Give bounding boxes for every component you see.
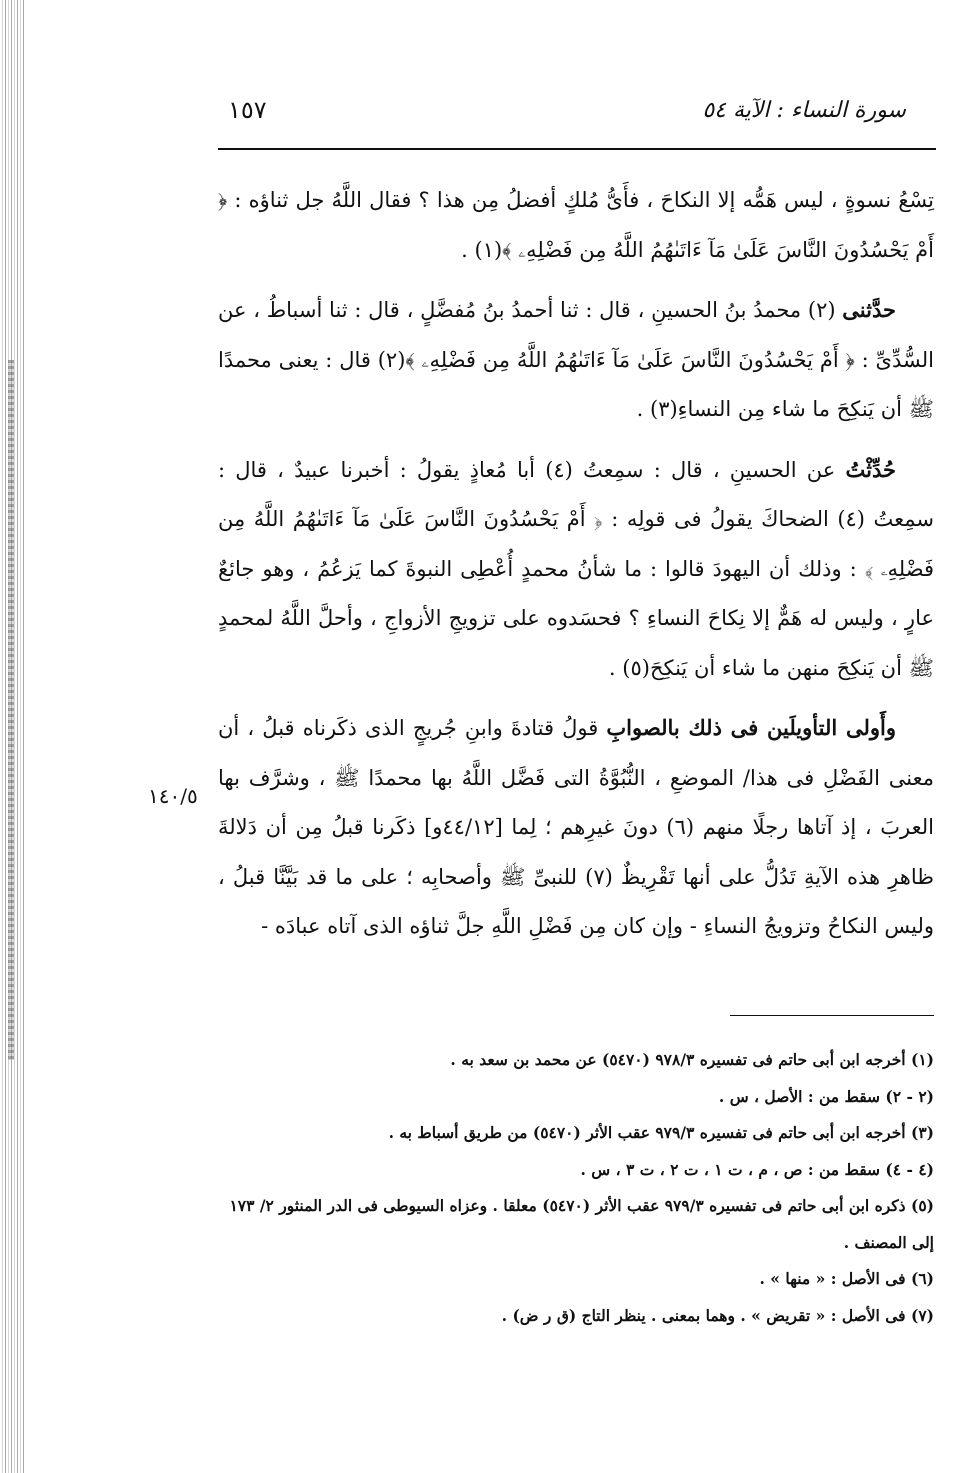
footnote-3: (٣) أخرجه ابن أبى حاتم فى تفسيره ٩٧٩/٣ عقب الأثر (٥٤٧٠) من طريق أسباط به . — [388, 1123, 934, 1142]
running-header — [212, 92, 934, 134]
footnote-4: (٤ - ٤) سقط من : ص ، م ، ت ١ ، ت ٢ ، ت ٣ ، س . — [580, 1159, 934, 1179]
paragraph-4-lead: وأَولى التأويلَين فى ذلك بالصوابِ — [606, 715, 897, 740]
footnote-2: (٢ - ٢) سقط من : الأصل ، س . — [718, 1086, 934, 1106]
paragraph-2-lead: حدَّثنى — [842, 297, 896, 322]
footnote-5: (٥) ذكره ابن أبى حاتم فى تفسيره ٩٧٩/٣ عقب الأثر (٥٤٧٠) معلقا . وعزاه السيوطى فى الدر المنثور ٢/ ١٧٣ إلى المصنف . — [229, 1196, 934, 1252]
paragraph-3-text: عن الحسينِ ، قال : سمِعتُ (٤) أبا مُعاذٍ يقولُ : أخبرنا عبيدٌ ، قال : سمِعتُ (٤) الضحاكَ يقولُ فى قولِه : ﴿ أَمْ يَحْسُدُونَ النَّاسَ عَلَىٰ مَآ ءَاتَىٰهُمُ اللَّهُ مِن فَضْلِهِۦ ﴾ : وذلك أن اليهودَ قالوا : ما شأنُ محمدٍ أُعْطِى النبوةَ كما يَزعُمُ ، وهو جائعٌ عارٍ ، وليس له هَمٌّ إلا نِكاحَ النساءِ ؟ فحسَدوه على تزويجِ الأزواجِ ، وأحلَّ اللَّهُ لمحمدٍ ﷺ أن يَنكِحَ منهن ما شاء أن يَنكِحَ(٥) . — [218, 457, 934, 680]
header-rule — [218, 148, 936, 150]
paragraph-2-text: (٢) محمدُ بنُ الحسينِ ، قال : ثنا أحمدُ بنُ مُفضَّلٍ ، قال : ثنا أسباطُ ، عن السُّدِّىِّ : ﴿ أَمْ يَحْسُدُونَ النَّاسَ عَلَىٰ مَآ ءَاتَىٰهُمُ اللَّهُ مِن فَضْلِهِۦ ﴾(٢) قال : يعنى محمدًا ﷺ أن يَنكِحَ ما شاء مِن النساءِ(٣) . — [218, 298, 934, 421]
page-header — [212, 92, 934, 134]
book-binding-shadow — [8, 360, 14, 1060]
main-text — [218, 176, 934, 962]
footnote-7: (٧) فى الأصل : « تقريض » . وهما بمعنى . ينظر التاج (ق ر ض) . — [501, 1305, 934, 1325]
footnote-rule — [730, 1015, 934, 1016]
page-number: ١٥٧ — [228, 96, 267, 124]
paragraph-1-text: تِسْعُ نسوةٍ ، ليس هَمُّه إلا النكاحَ ، فأَىُّ مُلكٍ أفضلُ مِن هذا ؟ فقال اللَّهُ جل ثناؤه : ﴿ أَمْ يَحْسُدُونَ النَّاسَ عَلَىٰ مَآ ءَاتَىٰهُمُ اللَّهُ مِن فَضْلِهِۦ ﴾(١) . — [218, 188, 934, 262]
footnote-1: (١) أخرجه ابن أبى حاتم فى تفسيره ٩٧٨/٣ (٥٤٧٠) عن محمد بن سعد به . — [450, 1050, 934, 1069]
paragraph-2 — [218, 285, 934, 435]
paragraph-4-text: قولُ قتادةَ وابنِ جُريجٍ الذى ذكَرناه قبلُ ، أن معنى الفَضْلِ فى هذا/ الموضعِ ، النُّبُوَّةُ التى فَضَّل اللَّهُ بها محمدًا ﷺ ، وشرَّف بها العربَ ، إذ آتاها رجلًا منهم (٦) دونَ غيرِهم ؛ لِما [٤٤/١٢و] ذكَرنا قبلُ مِن أن دَلالةَ ظاهرِ هذه الآيةِ تَدُلُّ على أنها تَقْرِيظٌ (٧) للنبىِّ ﷺ وأصحابِه ؛ على ما قد بَيَّنَّا قبلُ ، وليس النكاحُ وتزويجُ النساءِ - وإن كان مِن فَضْلِ اللَّهِ جلَّ ثناؤه الذى آتاه عبادَه - — [218, 716, 934, 938]
paragraph-3-lead: حُدِّثْتُ — [845, 456, 896, 482]
footnotes — [218, 1042, 934, 1334]
paragraph-4 — [218, 703, 934, 952]
paragraph-1 — [218, 176, 934, 275]
margin-reference: ١٤٠/٥ — [148, 784, 198, 808]
running-title: سورة النساء : الآية ٥٤ — [702, 98, 906, 123]
paragraph-3 — [218, 445, 934, 694]
footnote-6: (٦) فى الأصل : « منها » . — [759, 1269, 934, 1288]
